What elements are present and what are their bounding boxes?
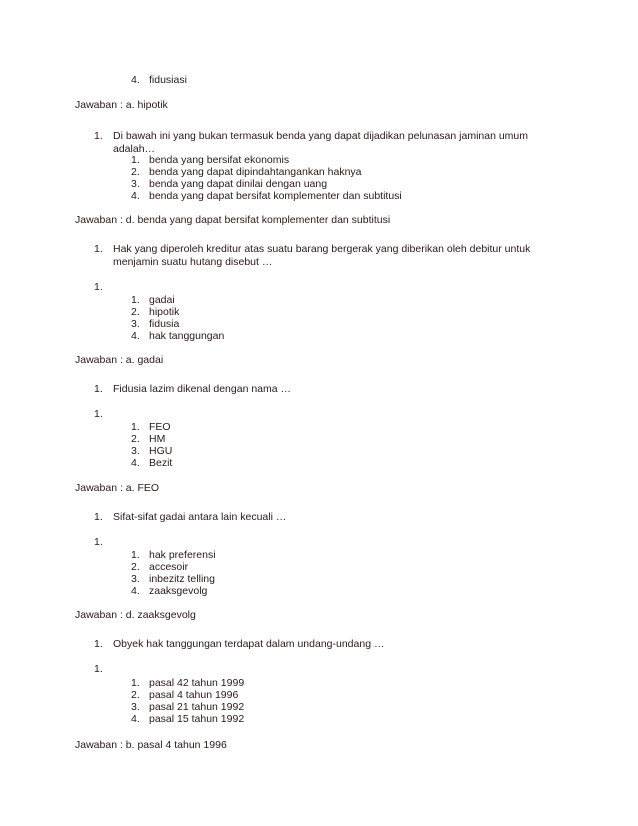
option-number: 3.: [131, 318, 140, 330]
option-text: benda yang bersifat ekonomis: [149, 154, 290, 166]
question-text: Fidusia lazim dikenal dengan nama …: [113, 383, 292, 395]
option-text: HM: [149, 433, 166, 445]
option-number: 2.: [131, 166, 140, 178]
answer-line: Jawaban : d. zaaksgevolg: [75, 609, 196, 621]
answer-line: Jawaban : a. hipotik: [75, 99, 168, 111]
question-text: Obyek hak tanggungan terdapat dalam undang-undang …: [113, 638, 385, 650]
option-text: benda yang dapat bersifat komplementer dan subtitusi: [149, 190, 402, 202]
option-text: fidusiasi: [149, 74, 187, 86]
option-number: 4.: [131, 74, 140, 86]
answer-line: Jawaban : b. pasal 4 tahun 1996: [75, 739, 227, 751]
question-number: 1.: [94, 130, 103, 142]
question-number: 1.: [94, 638, 103, 650]
question-text: Di bawah ini yang bukan termasuk benda yang dapat dijadikan pelunasan jaminan umum adalah…: [113, 130, 529, 155]
option-text: zaaksgevolg: [149, 585, 208, 597]
option-text: FEO: [149, 421, 171, 433]
option-text: benda yang dapat dinilai dengan uang: [149, 178, 328, 190]
option-number: 4.: [131, 457, 140, 469]
option-text: pasal 4 tahun 1996: [149, 689, 239, 701]
question-text: Sifat-sifat gadai antara lain kecuali …: [113, 511, 287, 523]
option-number: 4.: [131, 713, 140, 725]
option-number: 3.: [131, 573, 140, 585]
question-number: 1.: [94, 383, 103, 395]
option-text: fidusia: [149, 318, 180, 330]
option-number: 4.: [131, 190, 140, 202]
question-number: 1.: [94, 511, 103, 523]
empty-item-number: 1.: [94, 408, 103, 420]
option-number: 4.: [131, 585, 140, 597]
option-text: inbezitz telling: [149, 573, 215, 585]
question-text: Hak yang diperoleh kreditur atas suatu barang bergerak yang diberikan oleh debitur untuk menjamin suatu hutang disebut …: [113, 243, 531, 268]
option-text: benda yang dapat dipindahtangankan haknya: [149, 166, 362, 178]
option-number: 3.: [131, 445, 140, 457]
option-text: hak preferensi: [149, 549, 216, 561]
option-number: 4.: [131, 330, 140, 342]
question-number: 1.: [94, 243, 103, 255]
option-number: 2.: [131, 561, 140, 573]
option-number: 1.: [131, 421, 140, 433]
option-number: 1.: [131, 677, 140, 689]
option-text: pasal 21 tahun 1992: [149, 701, 245, 713]
answer-line: Jawaban : a. FEO: [75, 482, 160, 494]
option-text: hipotik: [149, 306, 180, 318]
option-number: 2.: [131, 433, 140, 445]
answer-line: Jawaban : d. benda yang dapat bersifat komplementer dan subtitusi: [75, 214, 391, 226]
option-text: hak tanggungan: [149, 330, 225, 342]
option-number: 3.: [131, 178, 140, 190]
option-number: 2.: [131, 689, 140, 701]
option-number: 1.: [131, 154, 140, 166]
empty-item-number: 1.: [94, 663, 103, 675]
option-number: 1.: [131, 549, 140, 561]
answer-line: Jawaban : a. gadai: [75, 354, 164, 366]
option-text: accesoir: [149, 561, 189, 573]
option-text: pasal 42 tahun 1999: [149, 677, 245, 689]
option-text: HGU: [149, 445, 173, 457]
empty-item-number: 1.: [94, 281, 103, 293]
option-number: 3.: [131, 701, 140, 713]
option-text: pasal 15 tahun 1992: [149, 713, 245, 725]
option-number: 2.: [131, 306, 140, 318]
empty-item-number: 1.: [94, 536, 103, 548]
option-text: Bezit: [149, 457, 173, 469]
option-text: gadai: [149, 294, 175, 306]
option-number: 1.: [131, 294, 140, 306]
